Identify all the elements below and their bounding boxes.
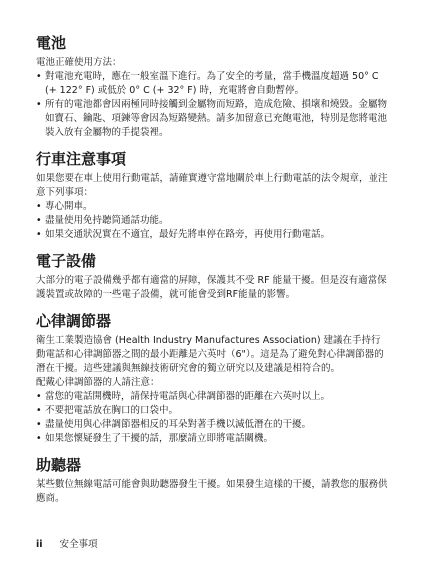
- bullet-icon: •: [36, 229, 42, 240]
- list-item-text: 對電池充電時，應在一般室溫下進行。為了安全的考量，當手機溫度超過 50° C (+ 122° F) 或低於 0° C (+ 32° F) 時，充電將會自動暫停。: [45, 71, 379, 96]
- list-item: [36, 404, 388, 418]
- list-item: [36, 70, 388, 98]
- bullet-icon: •: [36, 201, 42, 212]
- paragraph: 電池正確使用方法：: [36, 57, 122, 68]
- section-pacemaker: [36, 312, 388, 446]
- bullet-icon: •: [36, 391, 42, 402]
- bullet-icon: •: [36, 405, 42, 416]
- list-item-text: 盡量使用免持聽筒通話功能。: [45, 215, 169, 226]
- bullet-icon: •: [36, 419, 42, 430]
- section-hearing-aid: [36, 456, 388, 506]
- section-driving: [36, 150, 388, 242]
- bullet-list: [36, 70, 388, 140]
- section-battery: [36, 34, 388, 140]
- list-item-text: 如果您懷疑發生了干擾的話，那麼請立即將電話關機。: [45, 433, 274, 444]
- document-body: [36, 34, 388, 516]
- section-title: 電池: [36, 34, 67, 52]
- list-item: [36, 98, 388, 140]
- list-item-text: 所有的電池都會因兩極同時接觸到金屬物而短路，造成危險、損壞和燒毀。金屬物如寶石、鑰匙、項鍊等會因為短路變熱。請多加留意已充飽電池，特別是您將電池裝入放有金屬物的手提袋裡。: [45, 99, 388, 138]
- list-item: [36, 432, 388, 446]
- list-item-text: 盡量使用與心律調節器相反的耳朵對著手機以減低潛在的干擾。: [45, 419, 312, 430]
- list-item-text: 當您的電話開機時，請保持電話與心律調節器的距離在六英吋以上。: [45, 391, 331, 402]
- bullet-list: [36, 200, 388, 242]
- paragraph: 如果您要在車上使用行動電話，請確實遵守當地關於車上行動電話的法令規章，並注意下列事項：: [36, 173, 388, 198]
- paragraph: 大部分的電子設備幾乎都有適當的屏障，保護其不受 RF 能量干擾。但是沒有適當保護裝置或故障的一些電子設備，就可能會受到RF能量的影響。: [36, 275, 387, 300]
- list-item: [36, 228, 388, 242]
- list-item: [36, 214, 388, 228]
- section-title: 電子設備: [36, 252, 97, 270]
- section-title: 助聽器: [36, 456, 82, 474]
- list-item: [36, 418, 388, 432]
- list-item-text: 如果交通狀況實在不適宜，最好先將車停在路旁，再使用行動電話。: [45, 229, 331, 240]
- page-footer: [36, 538, 98, 552]
- list-item-text: 專心開車。: [45, 201, 93, 212]
- footer-label: 安全事項: [59, 539, 98, 550]
- bullet-icon: •: [36, 71, 42, 82]
- list-item: [36, 390, 388, 404]
- list-item: [36, 200, 388, 214]
- section-title: 心律調節器: [36, 312, 112, 330]
- bullet-icon: •: [36, 433, 42, 444]
- paragraph: 配戴心律調節器的人請注意：: [36, 377, 160, 388]
- paragraph: 衛生工業製造協會 (Health Industry Manufactures Association) 建議在手持行動電話和心律調節器之間的最小距離是六英吋（6"）。這是為了避免對心律調節器的潛在干擾。這些建議與無線技術研究會的獨立研究以及建議是相符合的。: [36, 335, 384, 374]
- section-title: 行車注意事項: [36, 150, 127, 168]
- page-number: ii: [36, 539, 43, 550]
- section-electronics: [36, 252, 388, 302]
- paragraph: 某些數位無線電話可能會與助聽器發生干擾。如果發生這樣的干擾，請教您的服務供應商。: [36, 479, 388, 504]
- list-item-text: 不要把電話放在胸口的口袋中。: [45, 405, 179, 416]
- bullet-icon: •: [36, 99, 42, 110]
- bullet-icon: •: [36, 215, 42, 226]
- bullet-list: [36, 390, 388, 446]
